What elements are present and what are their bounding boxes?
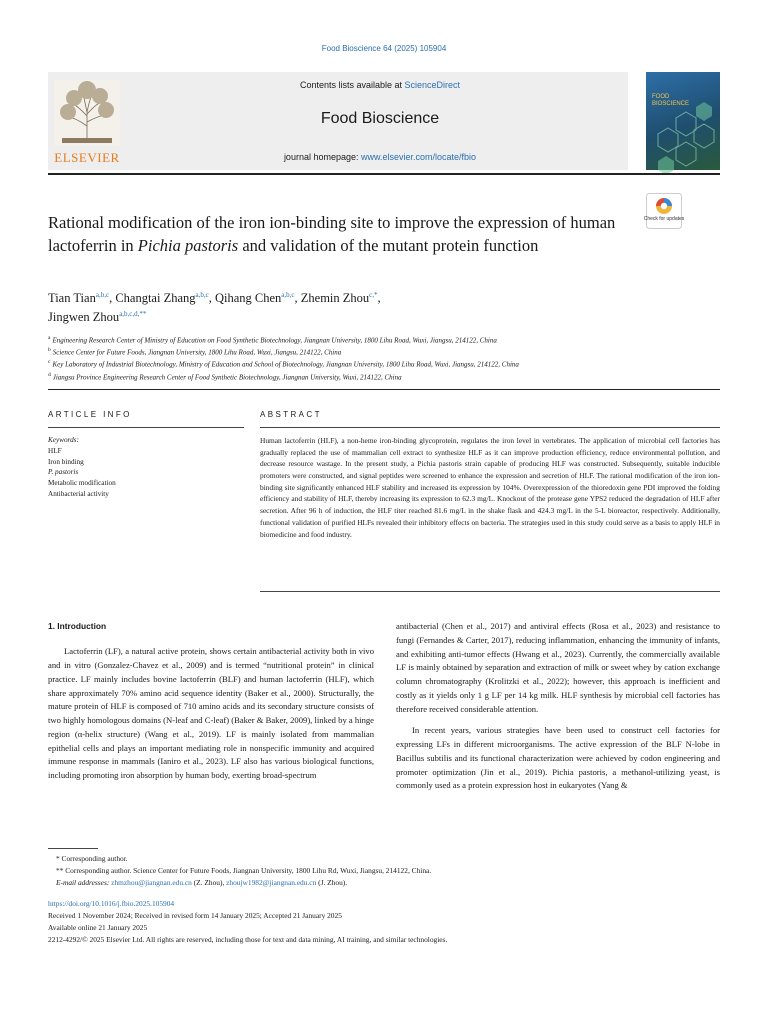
sciencedirect-link[interactable]: ScienceDirect — [404, 80, 461, 90]
keyword-item[interactable]: Antibacterial activity — [48, 489, 109, 498]
abstract-rule — [260, 427, 720, 428]
check-updates-label: Check for updates — [643, 216, 685, 222]
affiliation-mark: b — [48, 347, 51, 354]
footnote-corresponding-2: ** Corresponding author. Science Center for Future Foods, Jiangnan University, 1800 Lihu Rd, Wuxi, Jiangsu, 214122, China. — [56, 865, 432, 875]
contents-available-line — [140, 80, 620, 90]
cover-title-line-2: BIOSCIENCE — [652, 100, 690, 107]
author-separator: , — [109, 291, 116, 305]
abstract-body: Human lactoferrin (HLF), a non-heme iron-binding glycoprotein, regulates the iron level in vertebrates. The application of microbial cell factories has gradually replaced the use of mammalian cell extract to synthesize HLF as it can improve production efficiency, reduce environmental pollution, and decrease resource wastage. In the present study, a Pichia pastoris strain capable of producing HLF was constructed. Subsequently, suitable inducible promoters were constructed, and signal peptides were screened to enhance the expression and secretion of HLF. The rational modification of the iron ion-binding site significantly enhanced HLF stability and increased its expression by 104%. Overexpression of the thioredoxin gene PDI improved the folding efficiency and stability of HLF, thereby increasing its expression to 62.3 mg/L. Knockout of the protease gene YPS2 reduced the degradation of HLF after secretion. After 96 h of induction, the HLF titer reached 81.6 mg/L in the shake flask and 424.3 mg/L in the 5-L bioreactor, respectively. Additionally, functional validation of purified HLFs revealed their inhibitory effects on bacteria. The strategies used in this study could serve as a basis to apply HLF in biomedicine and food industry. — [260, 436, 720, 539]
article-info-heading: ARTICLE INFO — [48, 410, 132, 419]
intro-left-column — [48, 620, 374, 791]
cover-title-text — [652, 94, 689, 107]
section-rule — [48, 389, 720, 390]
keywords-block — [48, 435, 244, 500]
abstract-bottom-rule — [260, 591, 720, 592]
affiliation-text: Engineering Research Center of Ministry of Education on Food Synthetic Biotechnology, Jiangnan University, 1800 Lihu Road, Wuxi, Jiangsu, 214122, China — [52, 336, 497, 345]
affiliation-mark: d — [48, 371, 51, 378]
author-affiliation-marks[interactable]: a,b,c — [281, 290, 295, 299]
author-affiliation-marks[interactable]: a,b,c,d,** — [119, 309, 147, 318]
author-separator: , — [208, 291, 215, 305]
cover-title-line-1: FOOD — [652, 94, 670, 100]
author-name[interactable]: Zhemin Zhou — [300, 291, 370, 305]
header-rule — [48, 173, 720, 175]
author-affiliation-marks[interactable]: c,* — [369, 290, 378, 299]
journal-title: Food Bioscience — [320, 110, 440, 127]
journal-cover-thumbnail[interactable] — [646, 72, 720, 170]
affiliation-list — [48, 334, 720, 383]
email-link-zhou-j[interactable]: zhoujw1982@jiangnan.edu.cn — [226, 877, 317, 887]
journal-homepage-line — [140, 152, 620, 162]
available-online: Available online 21 January 2025 — [48, 922, 148, 932]
title-species-italic: Pichia pastoris — [137, 236, 239, 256]
affiliation-mark: c — [48, 359, 51, 366]
contents-prefix: Contents lists available at — [299, 80, 405, 90]
affiliation-item — [48, 334, 720, 346]
title-part-2: and validation of the mutant protein function — [238, 236, 539, 256]
keyword-item[interactable]: P. pastoris — [48, 468, 79, 477]
intro-paragraph: Lactoferrin (LF), a natural active protein, shows certain antibacterial activity both in vivo and in vitro (Gonzalez-Chavez et al., 2009) and is termed “nutritional protein” in clinical practice. LF mainly includes bovine lactoferrin (BLF) and human lactoferrin (HLF), which share approximately 70% amino acid sequence identity (Baker et al., 2000). Structurally, the mature protein of HLF is composed of 710 amino acids and its secondary structure consists of two highly homologous domains (N-leaf and C-leaf) (Baker & Baker, 2009), linked by a hinge region (α-helix structure) (Wang et al., 2019). LF is mainly isolated from mammalian epithelial cells and plays an important mediating role in nonspecific immunity and acquired immune response in mammals (Ianiro et al., 2023). LF also has various biological functions, including promoting iron absorption by human body, exerting broad-spectrum — [48, 646, 374, 781]
intro-right-column — [396, 620, 720, 801]
abstract-heading: ABSTRACT — [260, 410, 322, 419]
affiliation-item — [48, 371, 720, 383]
author-affiliation-marks[interactable]: a,b,c — [195, 290, 209, 299]
affiliation-text: Jiangsu Province Engineering Research Center of Food Synthetic Biotechnology, Jiangnan University, Wuxi, 214122, China — [52, 372, 402, 381]
footnote-corresponding-1: * Corresponding author. — [56, 854, 128, 863]
footnote-rule — [48, 848, 98, 849]
journal-homepage-link[interactable]: www.elsevier.com/locate/fbio — [361, 152, 477, 162]
email-link-zhou-z[interactable]: zhmzhou@jiangnan.edu.cn — [111, 877, 192, 887]
affiliation-item — [48, 358, 720, 370]
affiliation-item — [48, 346, 720, 358]
affiliation-text: Science Center for Future Foods, Jiangnan University, 1800 Lihu Road, Wuxi, Jiangsu, 214122, China — [52, 348, 342, 357]
author-name[interactable]: Qihang Chen — [214, 291, 282, 305]
author-name[interactable]: Jingwen Zhou — [48, 309, 120, 324]
footnote-emails — [48, 877, 720, 889]
intro-paragraph: antibacterial (Chen et al., 2017) and antiviral effects (Rosa et al., 2023) and resistance to fungi (Fernandes & Carter, 2017), reducing inflammation, enhancing the immunity of infants, and exhibiting anti-tumor effects (Hwang et al., 2023). Currently, the commercially available LF is mainly obtained by separation and extraction of milk or sweet whey by cation exchange column chromatography (Krolitzki et al., 2022); however, this approach is inefficient and costly as it yields only 1 g LF per 14 kg milk. HLF synthesis by microbial cell factories has therefore received considerable attention. — [396, 621, 720, 714]
article-info-rule — [48, 427, 244, 428]
copyright-line: 2212-4292/© 2025 Elsevier Ltd. All rights are reserved, including those for text and data mining, AI training, and similar technologies. — [48, 934, 448, 944]
affiliation-mark: a — [48, 335, 51, 341]
author-name[interactable]: Tian Tian — [48, 291, 96, 305]
author-separator: , — [294, 291, 301, 305]
keyword-item[interactable]: HLF — [48, 446, 62, 455]
journal-citation-link[interactable]: Food Bioscience 64 (2025) 105904 — [321, 44, 447, 53]
received-dates: Received 1 November 2024; Received in revised form 14 January 2025; Accepted 21 January 2025 — [48, 910, 342, 920]
email-owner: (J. Zhou). — [316, 877, 348, 887]
footnotes — [48, 853, 720, 889]
article-title — [48, 211, 638, 257]
elsevier-wordmark: ELSEVIER — [54, 150, 120, 165]
intro-heading: 1. Introduction — [48, 621, 107, 631]
intro-paragraph: In recent years, various strategies have been used to construct cell factories for expressing LFs in different microorganisms. The active expression of the BLF N-lobe in Bacillus subtilis and its functional characterization were achieved by codon engineering and promoter optimization (Jin et al., 2019). Pichia pastoris, a methanol-utilizing yeast, is commonly used as a protein expression host in eukaryotes (Yang & — [396, 725, 720, 791]
check-for-updates-icon[interactable] — [643, 193, 685, 229]
affiliation-text: Key Laboratory of Industrial Biotechnology, Ministry of Education and School of Biotechnology, Jiangnan University, 1800 Lihu Road, Wuxi, Jiangsu, 214122, China — [52, 360, 519, 369]
keyword-item[interactable]: Metabolic modification — [48, 479, 116, 488]
article-meta-footer — [48, 898, 720, 945]
author-list — [48, 289, 668, 327]
keyword-item[interactable]: Iron binding — [48, 457, 84, 466]
cover-hexagon-pattern-icon — [646, 72, 720, 170]
email-label: E-mail addresses: — [56, 877, 110, 887]
doi-link[interactable]: https://doi.org/10.1016/j.fbio.2025.105904 — [48, 899, 175, 908]
author-affiliation-marks[interactable]: a,b,c — [95, 290, 110, 299]
title-part-1: Rational modification of the iron ion-binding site to improve the expression of human lactoferrin in — [48, 213, 616, 256]
keywords-label: Keywords: — [48, 436, 79, 444]
email-owner: (Z. Zhou), — [191, 877, 227, 887]
homepage-prefix: journal homepage: — [283, 152, 361, 162]
author-separator: , — [377, 291, 381, 305]
author-name[interactable]: Changtai Zhang — [115, 291, 196, 305]
